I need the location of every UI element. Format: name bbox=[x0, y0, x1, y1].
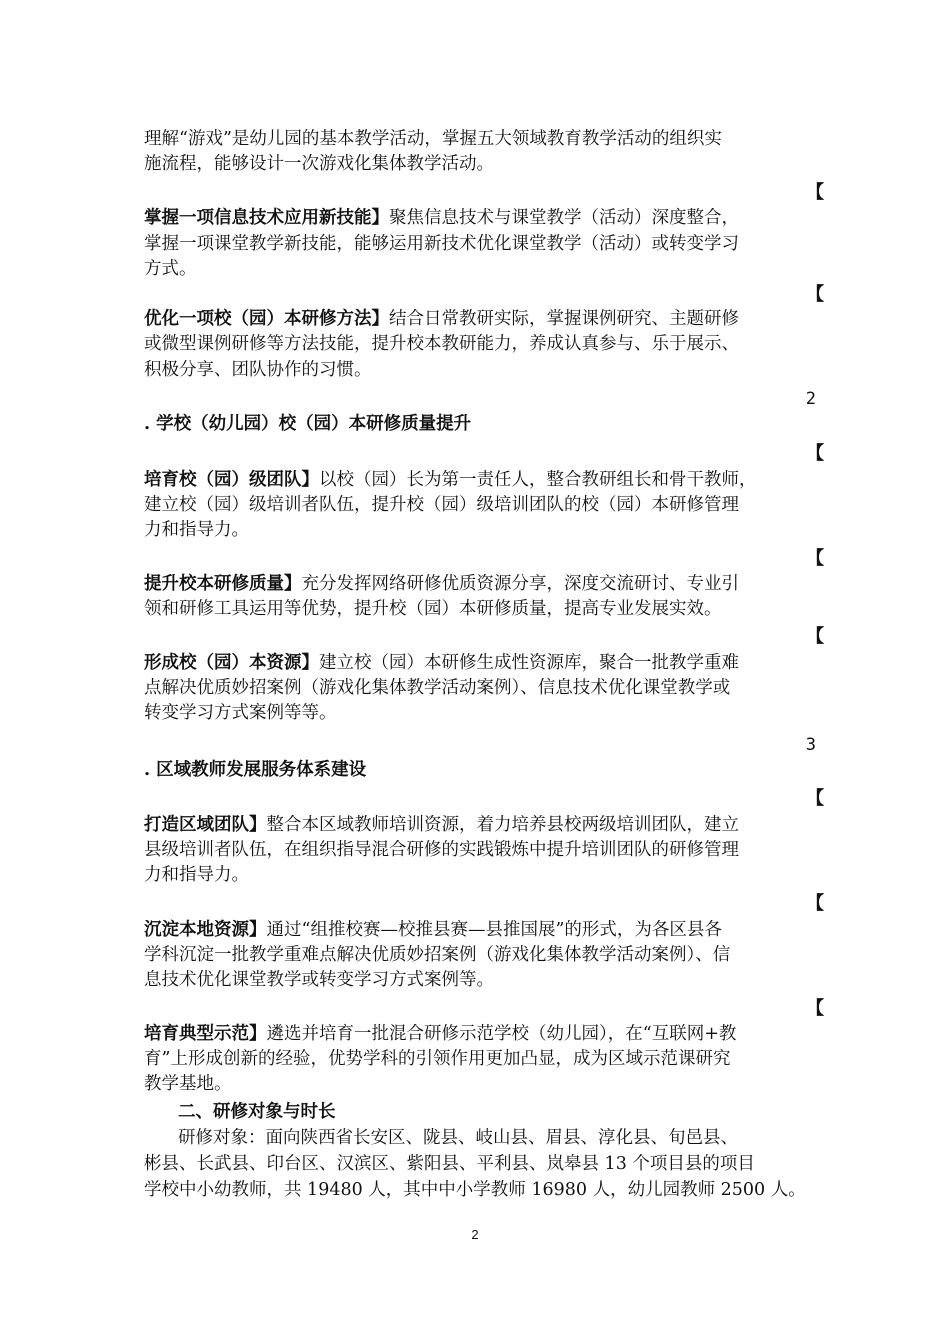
text-line: 力和指导力。 bbox=[144, 520, 249, 540]
item-heading: 提升校本研修质量】 bbox=[144, 574, 302, 594]
item-text: 结合日常教研实际，掌握课例研究、主题研修 bbox=[389, 309, 739, 329]
section-title: . 区域教师发展服务体系建设 bbox=[144, 760, 367, 780]
text-line: 彬县、长武县、印台区、汉滨区、紫阳县、平利县、岚皋县 13 个项目县的项目 bbox=[144, 1154, 755, 1174]
text-line bbox=[144, 467, 809, 493]
bracket-mark: 【 bbox=[806, 182, 824, 203]
text-line: 教学基地。 bbox=[144, 1074, 232, 1094]
item-text: 整合本区域教师培训资源，着力培养县校两级培训团队，建立 bbox=[266, 815, 739, 835]
text-line: 方式。 bbox=[144, 259, 197, 279]
item-heading: 沉淀本地资源】 bbox=[144, 920, 267, 940]
bracket-mark: 【 bbox=[806, 626, 824, 647]
item-text: 聚焦信息技术与课堂教学（活动）深度整合， bbox=[389, 208, 739, 228]
item-heading: 掌握一项信息技术应用新技能】 bbox=[144, 208, 389, 228]
text-line: 育”上形成创新的经验，优势学科的引领作用更加凸显，成为区域示范课研究 bbox=[144, 1049, 731, 1069]
page-number: 2 bbox=[471, 1227, 479, 1242]
text-line bbox=[144, 571, 809, 597]
bracket-mark: 【 bbox=[806, 788, 824, 809]
text-line: 掌握一项课堂教学新技能，能够运用新技术优化课堂教学（活动）或转变学习 bbox=[144, 234, 739, 254]
item-heading: 形成校（园）本资源】 bbox=[144, 653, 319, 673]
section-number: 2 bbox=[805, 389, 816, 409]
section-heading: 二、研修对象与时长 bbox=[178, 1102, 336, 1122]
section-number: 3 bbox=[805, 735, 816, 755]
text-line: 点解决优质妙招案例（游戏化集体教学活动案例）、信息技术优化课堂教学或 bbox=[144, 678, 731, 698]
text-line bbox=[144, 917, 809, 943]
item-text: 以校（园）长为第一责任人，整合教研组长和骨干教师， bbox=[319, 470, 757, 490]
item-heading: 培育典型示范】 bbox=[144, 1024, 267, 1044]
text-line: 研修对象：面向陕西省长安区、陇县、岐山县、眉县、淳化县、旬邑县、 bbox=[178, 1128, 738, 1148]
item-text: 充分发挥网络研修优质资源分享，深度交流研讨、专业引 bbox=[301, 574, 739, 594]
text-line: 息技术优化课堂教学或转变学习方式案例等。 bbox=[144, 970, 494, 990]
item-heading: 培育校（园）级团队】 bbox=[144, 470, 319, 490]
text-line: 学校中小幼教师，共 19480 人，其中中小学教师 16980 人，幼儿园教师 2500 人。 bbox=[144, 1180, 806, 1200]
bracket-mark: 【 bbox=[806, 443, 824, 464]
bracket-mark: 【 bbox=[806, 893, 824, 914]
section-title: . 学校（幼儿园）校（园）本研修质量提升 bbox=[144, 414, 472, 434]
item-text: 遴选并培育一批混合研修示范学校（幼儿园），在“互联网+教 bbox=[266, 1024, 737, 1044]
bracket-mark: 【 bbox=[806, 998, 824, 1019]
text-line: 县级培训者队伍，在组织指导混合研修的实践锻炼中提升培训团队的研修管理 bbox=[144, 840, 739, 860]
bracket-mark: 【 bbox=[806, 284, 824, 305]
text-line bbox=[144, 306, 809, 332]
text-line: 施流程，能够设计一次游戏化集体教学活动。 bbox=[144, 154, 494, 174]
text-line bbox=[144, 650, 809, 676]
text-line: 理解“游戏”是幼儿园的基本教学活动，掌握五大领域教育教学活动的组织实 bbox=[144, 129, 722, 149]
text-line: 学科沉淀一批教学重难点解决优质妙招案例（游戏化集体教学活动案例）、信 bbox=[144, 945, 731, 965]
text-line bbox=[144, 205, 809, 231]
text-line bbox=[144, 812, 809, 838]
text-line: 力和指导力。 bbox=[144, 865, 249, 885]
item-text: 建立校（园）本研修生成性资源库，聚合一批教学重难 bbox=[319, 653, 739, 673]
item-heading: 优化一项校（园）本研修方法】 bbox=[144, 309, 389, 329]
text-line: 建立校（园）级培训者队伍，提升校（园）级培训团队的校（园）本研修管理 bbox=[144, 495, 739, 515]
text-line: 领和研修工具运用等优势，提升校（园）本研修质量，提高专业发展实效。 bbox=[144, 599, 722, 619]
text-line: 或微型课例研修等方法技能，提升校本教研能力，养成认真参与、乐于展示、 bbox=[144, 334, 739, 354]
bracket-mark: 【 bbox=[806, 548, 824, 569]
text-line: 积极分享、团队协作的习惯。 bbox=[144, 360, 372, 380]
text-line bbox=[144, 1021, 809, 1047]
item-heading: 打造区域团队】 bbox=[144, 815, 267, 835]
item-text: 通过“组推校赛—校推县赛—县推国展”的形式，为各区县各 bbox=[266, 920, 722, 940]
text-line: 转变学习方式案例等等。 bbox=[144, 703, 337, 723]
